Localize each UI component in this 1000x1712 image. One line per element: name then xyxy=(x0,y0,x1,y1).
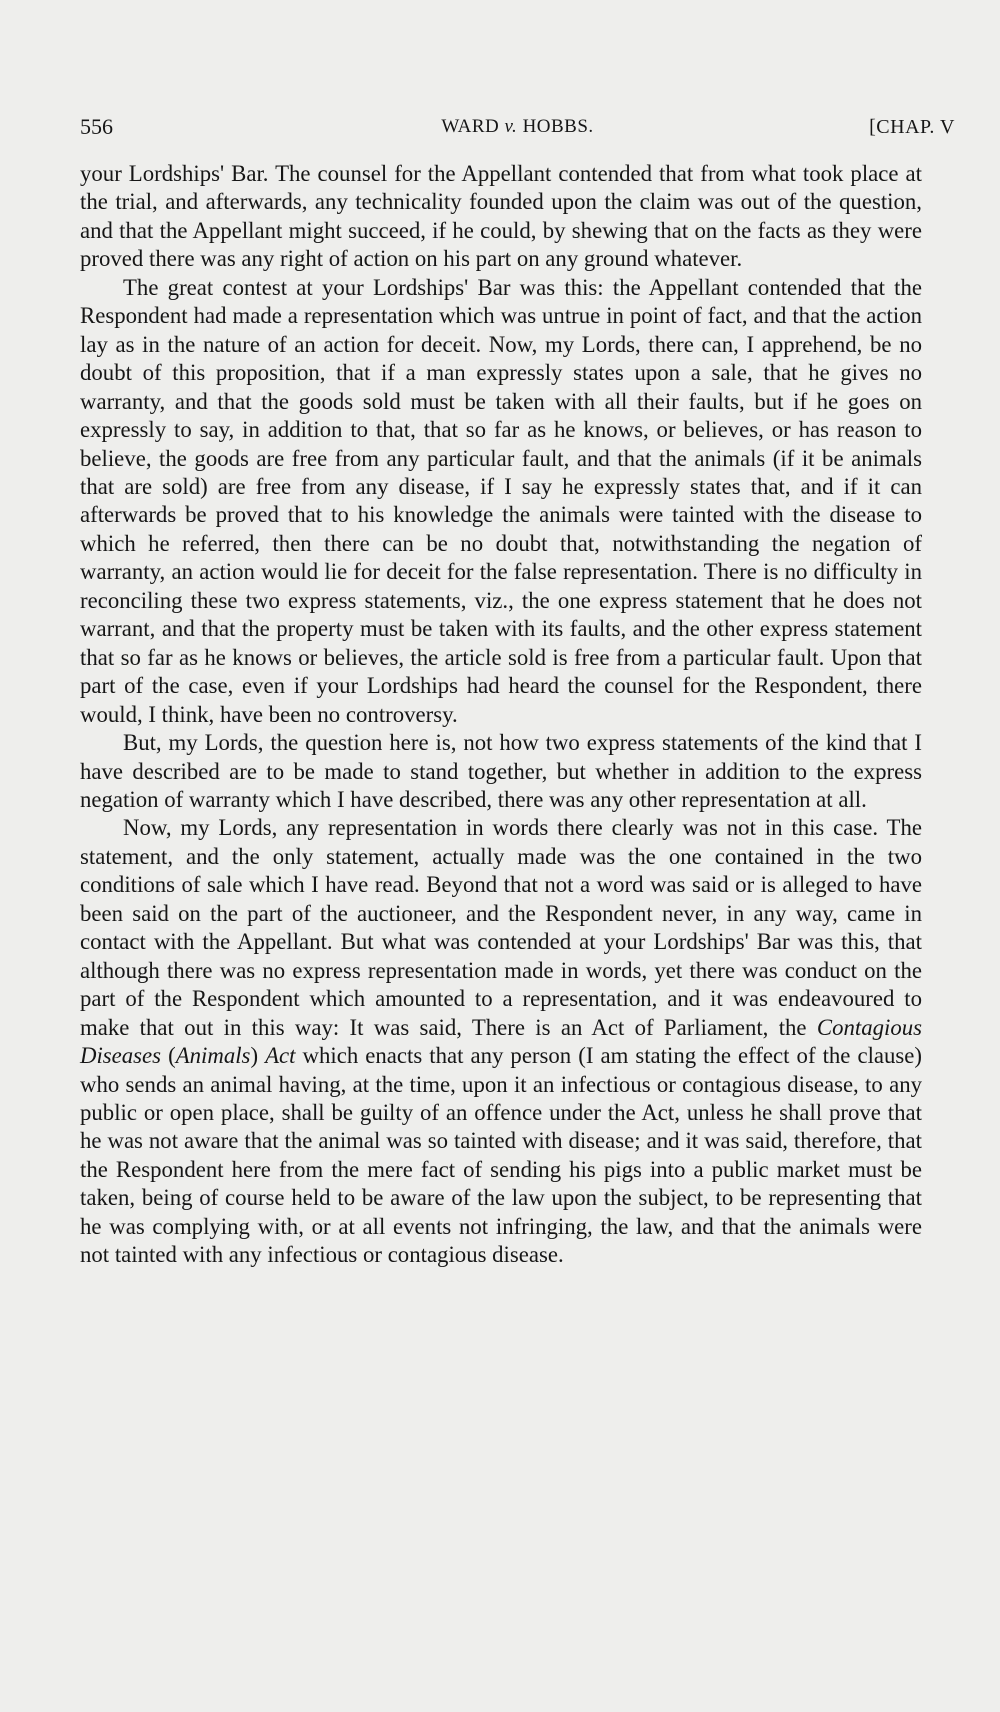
chapter-reference: [CHAP. V xyxy=(869,116,955,138)
paragraph-4-part-c: ) xyxy=(250,1043,266,1069)
paragraph-4-part-b: ( xyxy=(161,1043,176,1069)
running-head xyxy=(80,112,955,142)
act-title-italic: Contagious Diseases xyxy=(80,1014,922,1069)
body-text xyxy=(80,160,922,1270)
page-number: 556 xyxy=(80,114,113,139)
act-word-italic: Act xyxy=(265,1043,296,1069)
paragraph-4-part-a: Now, my Lords, any representation in words there clearly was not in this case. The statement, and the only statement, actually made was the one contained in the two conditions of sale which I have read. Beyond that not a word was said or is alleged to have been said on the part of the auctioneer, and the Respondent never, in any way, came in contact with the Appellant. But what was contended at your Lordships' Bar was this, that although there was no express representation made in words, yet there was conduct on the part of the Respondent which amounted to a representation, and it was endeavoured to make that out in this way: It was said, There is an Act of Parliament, the xyxy=(80,815,922,1040)
running-head-versus: v. xyxy=(504,116,518,137)
paragraph-4 xyxy=(80,814,922,1269)
paragraph-3: But, my Lords, the question here is, not how two express statements of the kind that I have described are to be made to stand together, but whether in addition to the express negation of warranty which I have described, there was any other representation at all. xyxy=(80,730,922,812)
running-head-second: HOBBS. xyxy=(517,116,594,137)
paragraph-1: your Lordships' Bar. The counsel for the Appellant contended that from what took place at the trial, and afterwards, any technicality founded upon the claim was out of the question, and that the Appellant might succeed, if he could, by shewing that on the facts as they were proved there was any right of action on his part on any ground whatever. xyxy=(80,161,922,272)
paragraph-4-part-d: which enacts that any person (I am stating the effect of the clause) who sends an animal having, at the time, upon it an infectious or contagious disease, to any public or open place, shall be guilty of an offence under the Act, unless he shall prove that he was not aware that the animal was so tainted with disease; and it was said, therefore, that the Respondent here from the mere fact of sending his pigs into a public market must be taken, being of course held to be aware of the law upon the subject, to be representing that he was complying with, or at all events not infringing, the law, and that the animals were not tainted with any infectious or contagious disease. xyxy=(80,1043,923,1268)
paragraph-2: The great contest at your Lordships' Bar was this: the Appellant contended that the Respondent had made a representation which was untrue in point of fact, and that the action lay as in the nature of an action for deceit. Now, my Lords, there can, I apprehend, be no doubt of this proposition, that if a man expressly states upon a sale, that he gives no warranty, and that the goods sold must be taken with all their faults, but if he goes on expressly to say, in addition to that, that so far as he knows, or believes, or has reason to believe, the goods are free from any particular fault, and that the animals (if it be animals that are sold) are free from any disease, if I say he expressly states that, and if it can afterwards be proved that to his knowledge the animals were tainted with the disease to which he referred, then there can be no doubt that, notwithstanding the negation of warranty, an action would lie for deceit for the false representation. There is no difficulty in reconciling these two express statements, viz., the one express statement that he does not warrant, and that the property must be taken with its faults, and the other express statement that so far as he knows or believes, the article sold is free from a particular fault. Upon that part of the case, even if your Lordships had heard the counsel for the Respondent, there would, I think, have been no controversy. xyxy=(80,274,922,727)
page-header xyxy=(80,112,955,142)
running-head-first: WARD xyxy=(441,116,505,137)
act-animals-italic: Animals xyxy=(175,1043,251,1069)
